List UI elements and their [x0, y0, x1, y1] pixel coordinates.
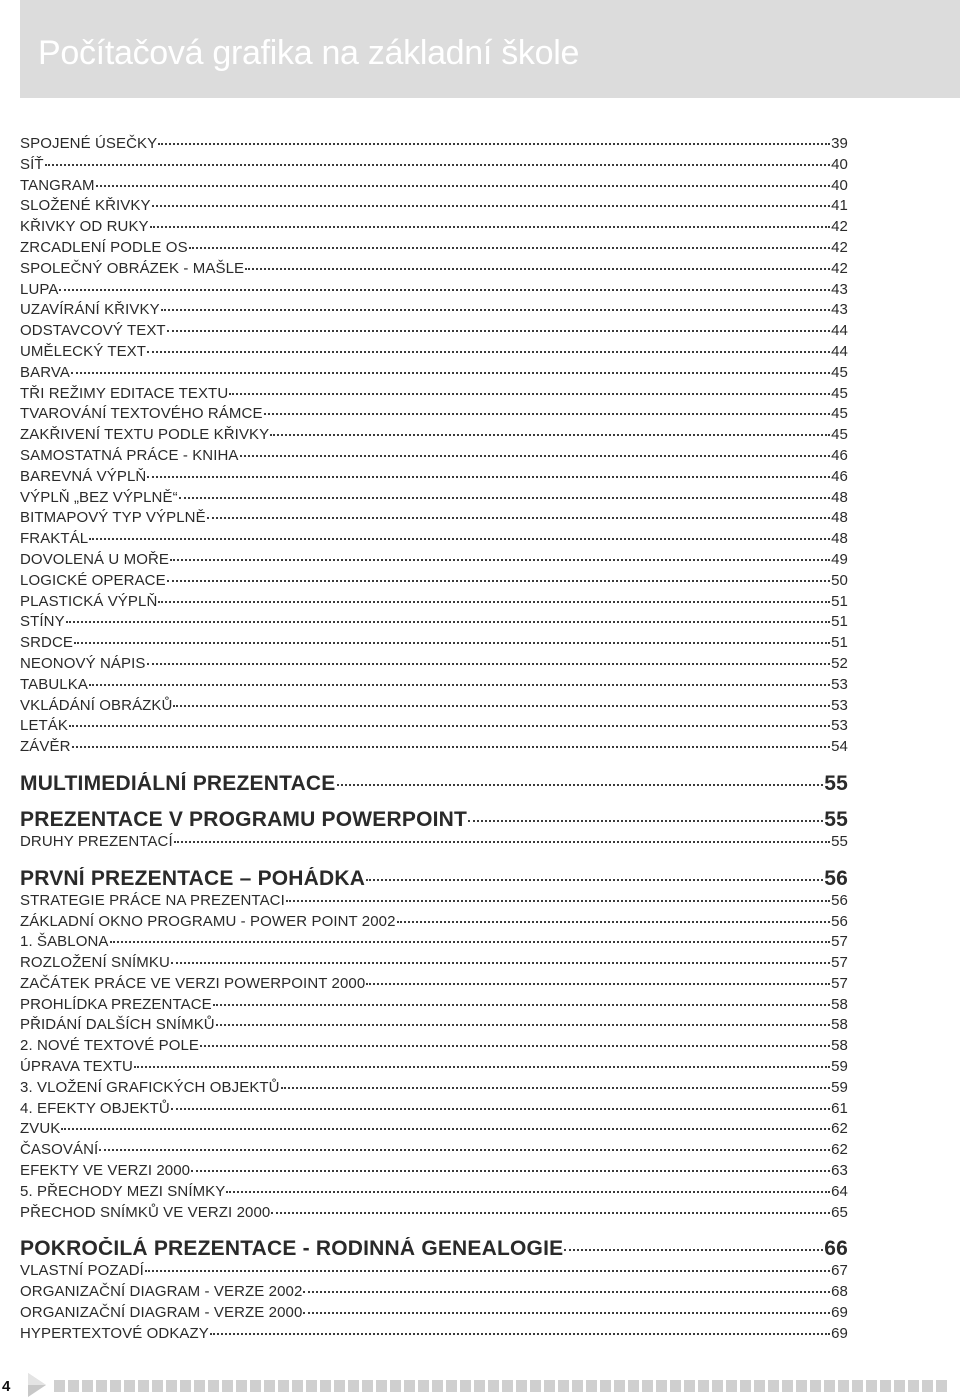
pattern-square [194, 1380, 205, 1392]
toc-label: MULTIMEDIÁLNÍ PREZENTACE [20, 771, 336, 795]
toc-page-number: 67 [831, 1262, 848, 1280]
toc-item [20, 217, 848, 238]
dot-leader [191, 1170, 830, 1172]
toc-page-number: 57 [831, 933, 848, 951]
dot-leader [303, 1291, 830, 1293]
dot-leader [229, 393, 830, 395]
toc-page-number: 56 [824, 866, 848, 890]
toc-page-number: 50 [831, 571, 848, 589]
pattern-square [922, 1380, 933, 1392]
toc-page-number: 66 [824, 1237, 848, 1261]
toc-label: ZRCADLENÍ PODLE OS [20, 238, 188, 256]
pattern-square [138, 1380, 149, 1392]
pattern-square [348, 1380, 359, 1392]
toc-item [20, 134, 848, 155]
toc-page-number: 55 [831, 832, 848, 850]
dot-leader [226, 1191, 830, 1193]
toc-label: SPOJENÉ ÚSEČKY [20, 135, 158, 152]
dot-leader [468, 820, 823, 822]
toc-item [20, 404, 848, 425]
toc-section [20, 772, 848, 796]
pattern-square [502, 1380, 513, 1392]
toc-label: TABULKA [20, 675, 88, 693]
toc-page-number: 68 [831, 1283, 848, 1301]
dot-leader [61, 1128, 830, 1130]
toc-page-number: 59 [831, 1078, 848, 1096]
toc-label: 4. EFEKTY OBJEKTŮ [20, 1099, 170, 1117]
toc-item [20, 1324, 848, 1345]
toc-label: VLASTNÍ POZADÍ [20, 1262, 144, 1280]
toc-page-number: 51 [831, 592, 848, 610]
toc-label: POKROČILÁ PREZENTACE - RODINNÁ GENEALOGIE [20, 1237, 564, 1261]
toc-label: SAMOSTATNÁ PRÁCE - KNIHA [20, 446, 239, 464]
toc-item [20, 1203, 848, 1224]
toc-label: EFEKTY VE VERZI 2000 [20, 1162, 191, 1180]
toc-item [20, 467, 848, 488]
toc-page-number: 48 [831, 530, 848, 548]
toc-page-number: 51 [831, 634, 848, 652]
pattern-square [446, 1380, 457, 1392]
toc-page-number: 62 [831, 1141, 848, 1159]
dot-leader [171, 1108, 830, 1110]
toc-page-number: 46 [831, 467, 848, 485]
pattern-square [740, 1380, 751, 1392]
dot-leader [281, 1087, 830, 1089]
toc-page-number: 42 [831, 218, 848, 236]
page-number: 4 [2, 1378, 11, 1395]
dot-leader [366, 983, 830, 985]
pattern-square [936, 1380, 947, 1392]
pattern-square [796, 1380, 807, 1392]
dot-leader [150, 226, 830, 228]
pattern-square [628, 1380, 639, 1392]
pattern-square [572, 1380, 583, 1392]
dot-leader [71, 372, 830, 374]
dot-leader [158, 601, 830, 603]
toc-page-number: 69 [831, 1324, 848, 1342]
dot-leader [207, 517, 830, 519]
toc-label: SRDCE [20, 634, 74, 652]
toc-page-number: 43 [831, 301, 848, 319]
toc-label: VÝPLŇ „BEZ VÝPLNĚ“ [20, 488, 178, 506]
toc-page-number: 54 [831, 738, 848, 756]
pattern-square [726, 1380, 737, 1392]
toc-page-number: 43 [831, 280, 848, 298]
pattern-square [166, 1380, 177, 1392]
pattern-square [838, 1380, 849, 1392]
dot-leader [89, 684, 830, 686]
toc-page-number: 40 [831, 155, 848, 173]
dot-leader [147, 476, 830, 478]
pattern-square [418, 1380, 429, 1392]
dot-leader [45, 164, 830, 166]
pattern-square [810, 1380, 821, 1392]
toc-item [20, 1140, 848, 1161]
toc-section [20, 808, 848, 832]
toc-label: BITMAPOVÝ TYP VÝPLNĚ [20, 509, 206, 527]
toc-page-number: 53 [831, 675, 848, 693]
toc-item [20, 321, 848, 342]
dot-leader [216, 1024, 830, 1026]
pattern-square [656, 1380, 667, 1392]
toc-item [20, 488, 848, 509]
toc-label: TANGRAM [20, 176, 95, 194]
pattern-square [544, 1380, 555, 1392]
pattern-square [152, 1380, 163, 1392]
toc-item [20, 932, 848, 953]
pattern-square [614, 1380, 625, 1392]
pattern-square [768, 1380, 779, 1392]
toc-page-number: 53 [831, 717, 848, 735]
toc-label: ÚPRAVA TEXTU [20, 1058, 133, 1076]
toc-label: SLOŽENÉ KŘIVKY [20, 197, 151, 215]
toc-label: ORGANIZAČNÍ DIAGRAM - VERZE 2002 [20, 1283, 303, 1301]
toc-label: ROZLOŽENÍ SNÍMKU [20, 954, 170, 972]
toc-item [20, 508, 848, 529]
dot-leader [59, 289, 830, 291]
pattern-square [264, 1380, 275, 1392]
toc-item [20, 446, 848, 467]
pattern-square [684, 1380, 695, 1392]
toc-item [20, 155, 848, 176]
toc-page-number: 56 [831, 891, 848, 909]
dot-leader [397, 921, 831, 923]
pattern-square [474, 1380, 485, 1392]
dot-leader [303, 1312, 830, 1314]
toc-page-number: 45 [831, 384, 848, 402]
toc-item [20, 696, 848, 717]
toc-page-number: 48 [831, 509, 848, 527]
dot-leader [240, 455, 831, 457]
pattern-square [362, 1380, 373, 1392]
toc-page-number: 58 [831, 1037, 848, 1055]
footer-decoration [54, 1380, 960, 1392]
dot-leader [210, 1333, 830, 1335]
toc-label: PREZENTACE V PROGRAMU POWERPOINT [20, 807, 468, 831]
toc-item [20, 1099, 848, 1120]
pattern-square [110, 1380, 121, 1392]
pattern-square [530, 1380, 541, 1392]
toc-page-number: 40 [831, 176, 848, 194]
pattern-square [54, 1380, 65, 1392]
toc-item [20, 737, 848, 758]
pattern-square [516, 1380, 527, 1392]
toc-label: STRATEGIE PRÁCE NA PREZENTACI [20, 891, 285, 909]
toc-label: ORGANIZAČNÍ DIAGRAM - VERZE 2000 [20, 1304, 303, 1322]
toc-section [20, 1237, 848, 1261]
toc-page-number: 64 [831, 1182, 848, 1200]
toc-item [20, 654, 848, 675]
toc-item [20, 633, 848, 654]
dot-leader [366, 879, 823, 881]
toc-item [20, 1078, 848, 1099]
toc-page-number: 45 [831, 405, 848, 423]
toc-label: 3. VLOŽENÍ GRAFICKÝCH OBJEKTŮ [20, 1078, 280, 1096]
pattern-square [250, 1380, 261, 1392]
toc-item [20, 716, 848, 737]
toc-page-number: 58 [831, 1016, 848, 1034]
toc-label: LETÁK [20, 717, 69, 735]
pattern-square [390, 1380, 401, 1392]
dot-leader [66, 621, 830, 623]
toc-label: PROHLÍDKA PREZENTACE [20, 995, 212, 1013]
toc-label: STÍNY [20, 613, 65, 631]
toc-label: KŘIVKY OD RUKY [20, 218, 149, 236]
pattern-square [404, 1380, 415, 1392]
toc-label: LUPA [20, 280, 59, 298]
dot-leader [72, 746, 831, 748]
toc-label: PŘIDÁNÍ DALŠÍCH SNÍMKŮ [20, 1016, 215, 1034]
pattern-square [642, 1380, 653, 1392]
dot-leader [74, 642, 830, 644]
toc-item [20, 832, 848, 853]
pattern-square [880, 1380, 891, 1392]
dot-leader [69, 725, 830, 727]
dot-leader [147, 663, 831, 665]
toc-label: 5. PŘECHODY MEZI SNÍMKY [20, 1182, 226, 1200]
dot-leader [245, 268, 830, 270]
toc-page-number: 41 [831, 197, 848, 215]
toc-item [20, 891, 848, 912]
pattern-square [376, 1380, 387, 1392]
pattern-square [320, 1380, 331, 1392]
pattern-square [180, 1380, 191, 1392]
toc-page-number: 56 [831, 912, 848, 930]
toc-label: TŘI REŽIMY EDITACE TEXTU [20, 384, 229, 402]
toc-page-number: 42 [831, 259, 848, 277]
toc-item [20, 425, 848, 446]
dot-leader [189, 247, 830, 249]
toc-item [20, 974, 848, 995]
toc-label: ZAKŘIVENÍ TEXTU PODLE KŘIVKY [20, 426, 270, 444]
dot-leader [167, 330, 830, 332]
toc-page-number: 65 [831, 1203, 848, 1221]
toc-item [20, 612, 848, 633]
toc-item [20, 384, 848, 405]
toc-item [20, 529, 848, 550]
dot-leader [286, 900, 830, 902]
dot-leader [171, 962, 830, 964]
toc-label: ZVUK [20, 1120, 61, 1138]
dot-leader [152, 205, 831, 207]
toc-label: 1. ŠABLONA [20, 933, 109, 951]
pattern-square [670, 1380, 681, 1392]
toc-page-number: 62 [831, 1120, 848, 1138]
toc-label: BAREVNÁ VÝPLŇ [20, 467, 147, 485]
pattern-square [306, 1380, 317, 1392]
dot-leader [110, 941, 831, 943]
pattern-square [908, 1380, 919, 1392]
pattern-square [292, 1380, 303, 1392]
toc-item [20, 280, 848, 301]
toc-label: 2. NOVÉ TEXTOVÉ POLE [20, 1037, 200, 1055]
toc-label: HYPERTEXTOVÉ ODKAZY [20, 1324, 209, 1342]
toc-item [20, 1182, 848, 1203]
toc-page-number: 51 [831, 613, 848, 631]
toc-label: ODSTAVCOVÝ TEXT [20, 322, 166, 340]
toc-item [20, 1036, 848, 1057]
toc-label: ZÁKLADNÍ OKNO PROGRAMU - POWER POINT 2002 [20, 912, 396, 930]
toc-page-number: 44 [831, 342, 848, 360]
toc-label: LOGICKÉ OPERACE [20, 571, 166, 589]
toc-page-number: 58 [831, 995, 848, 1013]
toc-item [20, 196, 848, 217]
table-of-contents [20, 134, 848, 1345]
toc-label: VKLÁDÁNÍ OBRÁZKŮ [20, 696, 173, 714]
pattern-square [222, 1380, 233, 1392]
toc-label: ZAČÁTEK PRÁCE VE VERZI POWERPOINT 2000 [20, 974, 366, 992]
toc-page-number: 63 [831, 1162, 848, 1180]
dot-leader [147, 351, 830, 353]
dot-leader [264, 413, 831, 415]
pattern-square [824, 1380, 835, 1392]
dot-leader [270, 434, 830, 436]
toc-page-number: 69 [831, 1304, 848, 1322]
pattern-square [712, 1380, 723, 1392]
dot-leader [89, 538, 830, 540]
toc-item [20, 259, 848, 280]
toc-label: SÍŤ [20, 155, 44, 173]
toc-page-number: 42 [831, 238, 848, 256]
toc-page-number: 39 [831, 135, 848, 152]
toc-item [20, 238, 848, 259]
dot-leader [99, 1149, 830, 1151]
pattern-square [852, 1380, 863, 1392]
pattern-square [698, 1380, 709, 1392]
dot-leader [173, 705, 830, 707]
pattern-square [236, 1380, 247, 1392]
toc-item [20, 592, 848, 613]
pattern-square [334, 1380, 345, 1392]
toc-item [20, 1015, 848, 1036]
pattern-square [488, 1380, 499, 1392]
toc-item [20, 363, 848, 384]
pattern-square [866, 1380, 877, 1392]
pattern-square [586, 1380, 597, 1392]
dot-leader [271, 1212, 830, 1214]
dot-leader [145, 1270, 830, 1272]
toc-item [20, 1261, 848, 1282]
toc-page-number: 46 [831, 446, 848, 464]
dot-leader [96, 185, 831, 187]
toc-label: PŘECHOD SNÍMKŮ VE VERZI 2000 [20, 1203, 271, 1221]
dot-leader [213, 1004, 830, 1006]
toc-page-number: 44 [831, 322, 848, 340]
toc-label: SPOLEČNÝ OBRÁZEK - MAŠLE [20, 259, 245, 277]
dot-leader [564, 1249, 823, 1251]
dot-leader [167, 580, 830, 582]
toc-item [20, 1119, 848, 1140]
dot-leader [174, 841, 830, 843]
toc-label: ZÁVĚR [20, 738, 71, 756]
pattern-square [460, 1380, 471, 1392]
toc-page-number: 59 [831, 1058, 848, 1076]
dot-leader [337, 784, 824, 786]
toc-label: UZAVÍRÁNÍ KŘIVKY [20, 301, 160, 319]
toc-label: NEONOVÝ NÁPIS [20, 654, 146, 672]
toc-label: DRUHY PREZENTACÍ [20, 832, 173, 850]
pattern-square [754, 1380, 765, 1392]
dot-leader [158, 143, 830, 145]
toc-page-number: 57 [831, 974, 848, 992]
toc-item [20, 550, 848, 571]
toc-page-number: 57 [831, 954, 848, 972]
dot-leader [134, 1066, 830, 1068]
toc-item [20, 995, 848, 1016]
dot-leader [161, 309, 830, 311]
toc-item [20, 1057, 848, 1078]
toc-item [20, 912, 848, 933]
dot-leader [200, 1045, 830, 1047]
toc-label: FRAKTÁL [20, 530, 89, 548]
toc-item [20, 1161, 848, 1182]
toc-label: ČASOVÁNÍ [20, 1141, 99, 1159]
toc-label: UMĚLECKÝ TEXT [20, 342, 147, 360]
toc-item [20, 1282, 848, 1303]
page-title: Počítačová grafika na základní škole [38, 34, 580, 72]
toc-page-number: 49 [831, 550, 848, 568]
pattern-square [600, 1380, 611, 1392]
toc-label: BARVA [20, 363, 70, 381]
toc-page-number: 55 [824, 771, 848, 795]
toc-page-number: 53 [831, 696, 848, 714]
toc-item [20, 953, 848, 974]
toc-section [20, 867, 848, 891]
pattern-square [432, 1380, 443, 1392]
pattern-square [208, 1380, 219, 1392]
pattern-square [82, 1380, 93, 1392]
toc-item [20, 675, 848, 696]
dot-leader [179, 497, 830, 499]
dot-leader [170, 559, 830, 561]
pattern-square [96, 1380, 107, 1392]
toc-page-number: 61 [831, 1099, 848, 1117]
toc-item [20, 342, 848, 363]
toc-item [20, 571, 848, 592]
pattern-square [278, 1380, 289, 1392]
toc-label: DOVOLENÁ U MOŘE [20, 550, 170, 568]
toc-page-number: 45 [831, 363, 848, 381]
toc-page-number: 52 [831, 654, 848, 672]
toc-label: PLASTICKÁ VÝPLŇ [20, 592, 158, 610]
toc-item [20, 176, 848, 197]
pattern-square [894, 1380, 905, 1392]
toc-page-number: 48 [831, 488, 848, 506]
toc-item [20, 1303, 848, 1324]
arrow-icon [24, 1371, 52, 1399]
toc-item [20, 300, 848, 321]
toc-page-number: 45 [831, 426, 848, 444]
toc-label: PRVNÍ PREZENTACE – POHÁDKA [20, 866, 366, 890]
pattern-square [558, 1380, 569, 1392]
pattern-square [124, 1380, 135, 1392]
pattern-square [68, 1380, 79, 1392]
pattern-square [782, 1380, 793, 1392]
toc-page-number: 55 [824, 807, 848, 831]
toc-label: TVAROVÁNÍ TEXTOVÉHO RÁMCE [20, 405, 263, 423]
